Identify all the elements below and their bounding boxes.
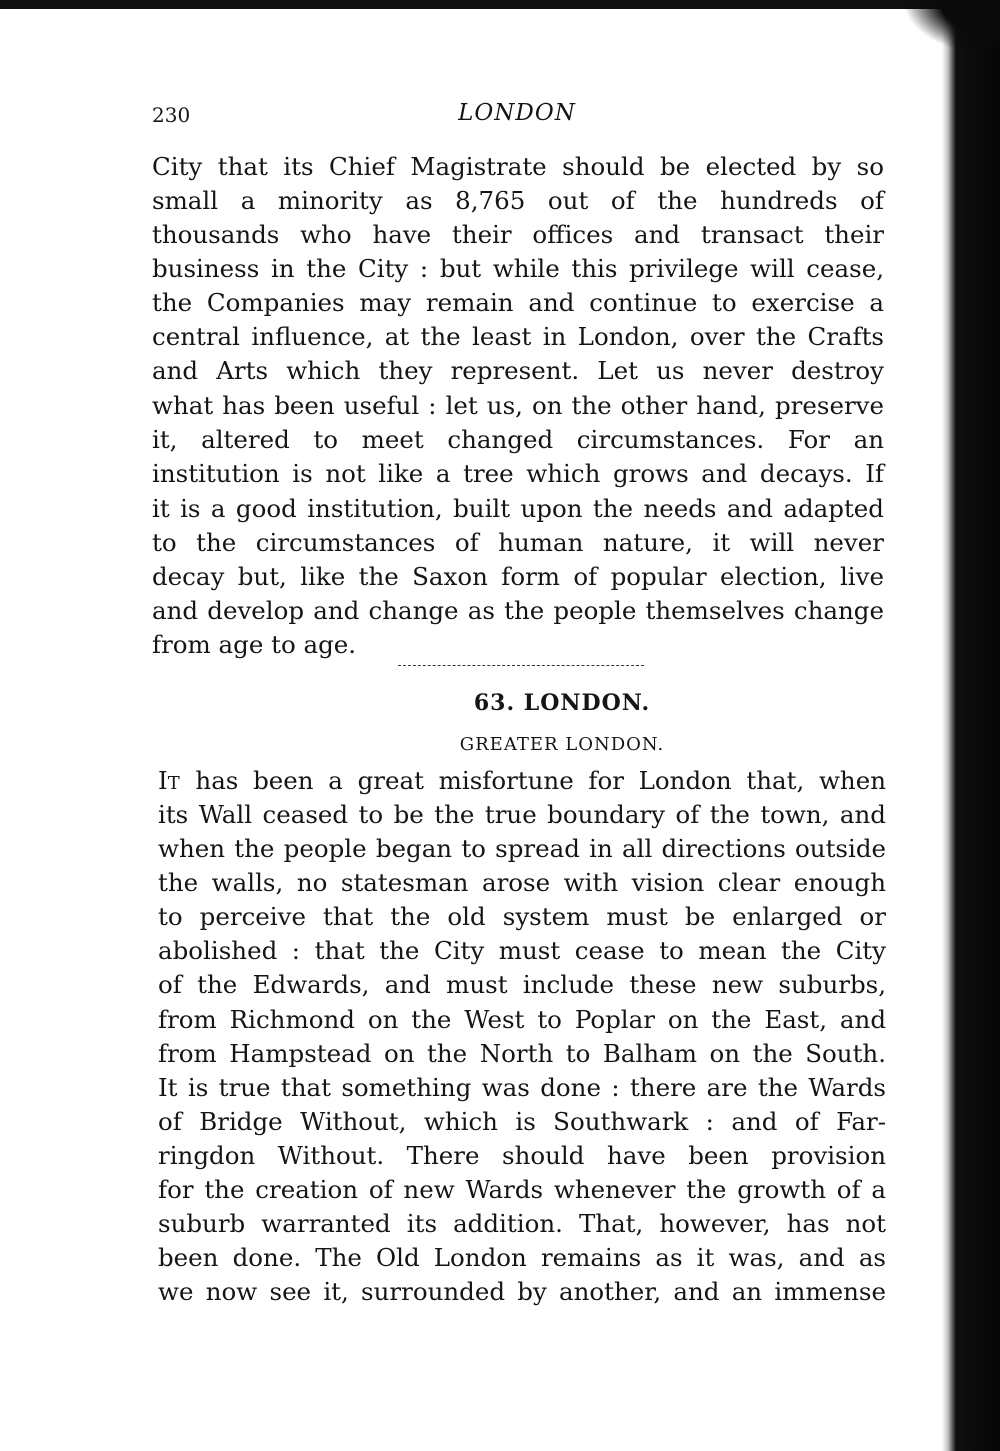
- small-caps-rest: T: [167, 773, 181, 794]
- page-corner-shadow: [905, 0, 1000, 55]
- text-line: for the creation of new Wards whenever the growth of a: [158, 1175, 886, 1204]
- text-line: of the Edwards, and must include these new suburbs,: [158, 970, 886, 999]
- text-line: of Bridge Without, which is Southwark : and of Far-: [158, 1107, 886, 1136]
- first-line-rest: has been a great misfortune for London that, when: [180, 766, 886, 795]
- text-line: central influence, at the least in London, over the Crafts: [152, 322, 884, 351]
- text-line: what has been useful : let us, on the other hand, preserve: [152, 391, 884, 420]
- text-line: small a minority as 8,765 out of the hundreds of: [152, 186, 884, 215]
- text-line: and Arts which they represent. Let us never destroy: [152, 356, 884, 385]
- text-line: It is true that something was done : there are the Wards: [158, 1073, 886, 1102]
- text-line: it is a good institution, built upon the needs and adapted: [152, 494, 884, 523]
- text-line: ringdon Without. There should have been provision: [158, 1141, 886, 1170]
- text-line: institution is not like a tree which grows and decays. If: [152, 459, 884, 488]
- text-line: business in the City : but while this privilege will cease,: [152, 254, 884, 283]
- text-line: its Wall ceased to be the true boundary of the town, and: [158, 800, 886, 829]
- text-line: City that its Chief Magistrate should be elected by so: [152, 152, 884, 181]
- text-line: the Companies may remain and continue to exercise a: [152, 288, 884, 317]
- text-line: suburb warranted its addition. That, however, has not: [158, 1209, 886, 1238]
- text-line: the walls, no statesman arose with vision clear enough: [158, 868, 886, 897]
- text-line: to perceive that the old system must be enlarged or: [158, 902, 886, 931]
- section-divider: [398, 665, 644, 666]
- text-line: we now see it, surrounded by another, and an immense: [158, 1277, 886, 1306]
- text-line: from age to age.: [152, 630, 357, 659]
- text-line: when the people began to spread in all directions outside: [158, 834, 886, 863]
- text-line: it, altered to meet changed circumstances. For an: [152, 425, 884, 454]
- drop-initial: I: [158, 766, 168, 795]
- text-line: and develop and change as the people themselves change: [152, 596, 884, 625]
- text-line: decay but, like the Saxon form of popular election, live: [152, 562, 884, 591]
- text-line: from Richmond on the West to Poplar on the East, and: [158, 1005, 886, 1034]
- text-line: abolished : that the City must cease to mean the City: [158, 936, 886, 965]
- page-number: 230: [152, 103, 191, 127]
- text-line: been done. The Old London remains as it was, and as: [158, 1243, 886, 1272]
- text-line-first: [158, 766, 886, 799]
- text-line: to the circumstances of human nature, it will never: [152, 528, 884, 557]
- running-title: LONDON: [458, 100, 576, 126]
- text-line: thousands who have their offices and transact their: [152, 220, 884, 249]
- page-binding-shadow: [942, 0, 1000, 1451]
- section-heading: 63. LONDON.: [473, 690, 651, 716]
- section-subheading: GREATER LONDON.: [459, 734, 665, 755]
- page-top-edge: [0, 0, 1000, 9]
- text-line: from Hampstead on the North to Balham on the South.: [158, 1039, 886, 1068]
